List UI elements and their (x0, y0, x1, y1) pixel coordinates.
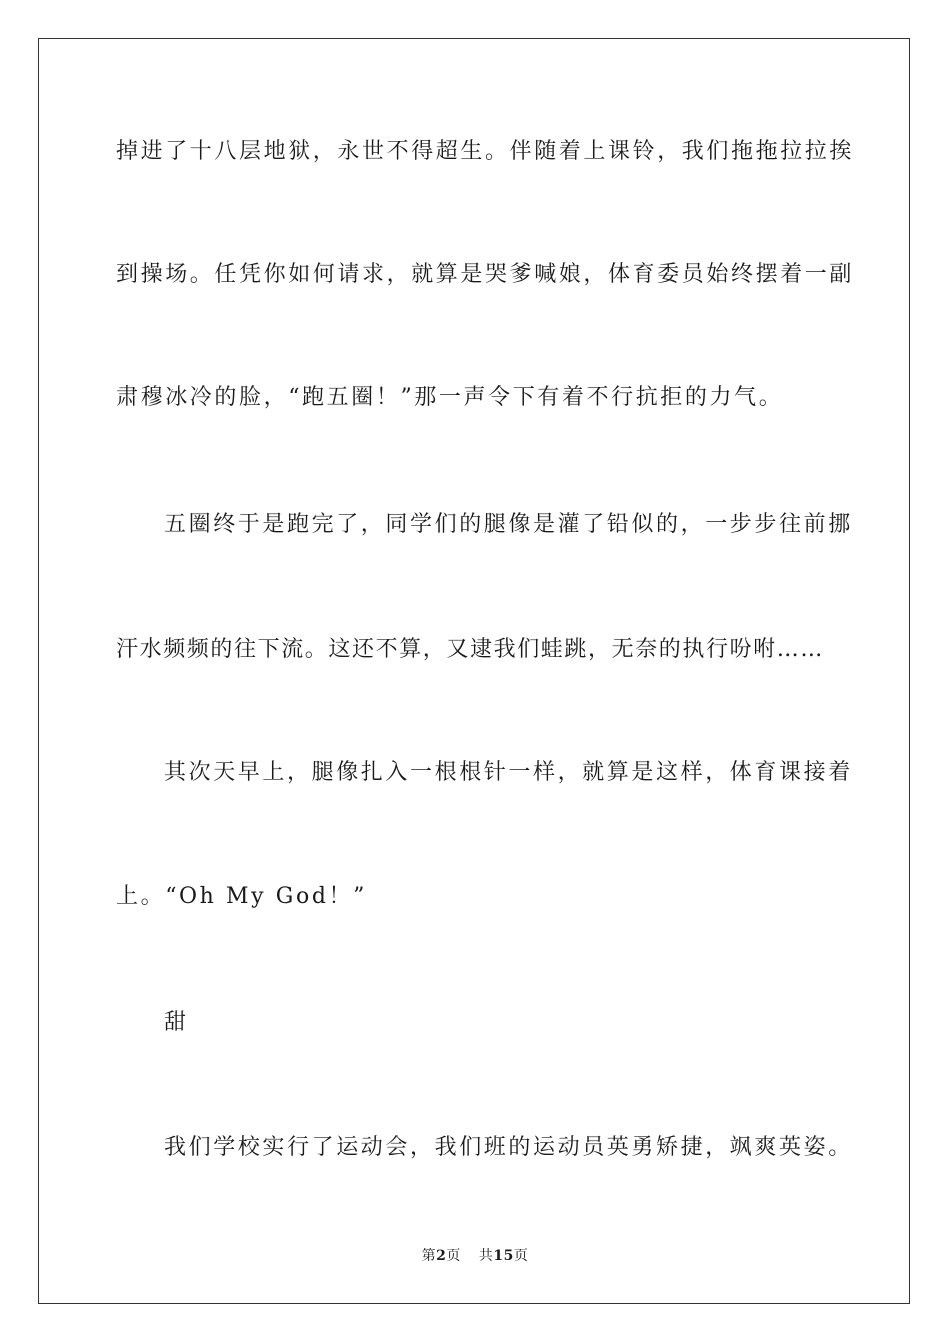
text-line-1: 掉进了十八层地狱，永世不得超生。伴随着上课铃，我们拖拖拉拉挨 (116, 139, 855, 164)
text-line-2: 到操场。任凭你如何请求，就算是哭爹喊娘，体育委员始终摆着一副 (116, 262, 855, 287)
text-line-6: 其次天早上，腿像扎入一根根针一样，就算是这样，体育课接着 (164, 760, 853, 785)
section-heading: 甜 (164, 1010, 189, 1035)
page-border (38, 38, 910, 1304)
text-line-7: 上。“Oh My God！” (116, 884, 367, 909)
text-line-3: 肃穆冰冷的脸，“跑五圈！”那一声令下有着不行抗拒的力气。 (116, 385, 784, 410)
footer-total-prefix: 共 (478, 1248, 494, 1264)
footer-page-current: 2 (436, 1248, 447, 1264)
text-line-9: 我们学校实行了运动会，我们班的运动员英勇矫捷，飒爽英姿。 (164, 1135, 853, 1160)
footer-page-prefix: 第 (421, 1248, 437, 1264)
footer-page-suffix: 页 (446, 1248, 461, 1264)
footer-total-suffix: 页 (513, 1248, 529, 1264)
page-footer (0, 1246, 950, 1266)
text-line-4: 五圈终于是跑完了，同学们的腿像是灌了铅似的，一步步往前挪 (164, 512, 853, 537)
text-line-5: 汗水频频的往下流。这还不算，又逮我们蛙跳，无奈的执行吩咐…… (116, 637, 825, 662)
footer-page-total: 15 (493, 1248, 514, 1264)
